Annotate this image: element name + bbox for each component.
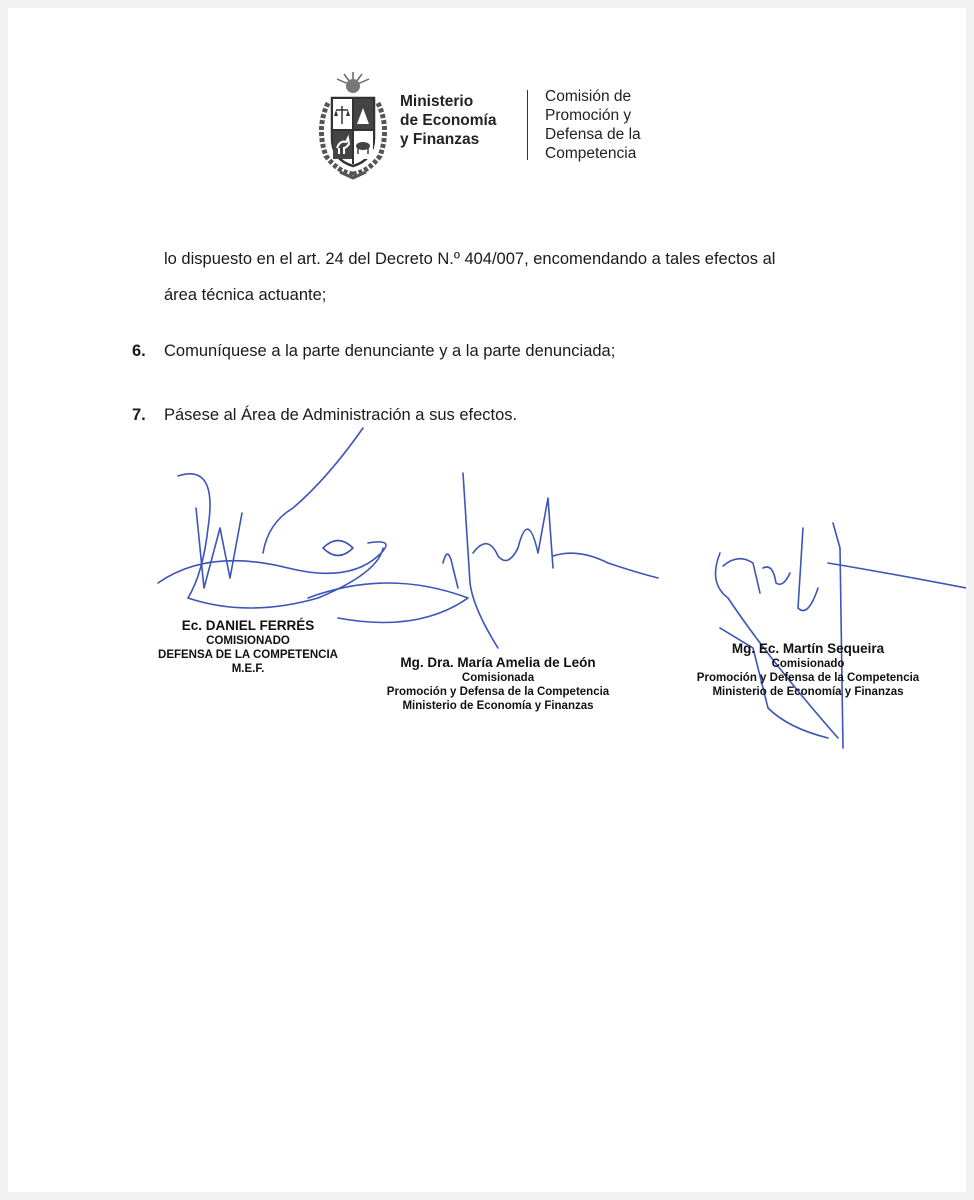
signatory-role: Promoción y Defensa de la Competencia <box>386 686 610 698</box>
signature-stroke <box>263 428 363 553</box>
signature-stroke <box>763 567 790 584</box>
item-text: Pásese al Área de Administración a sus efectos. <box>164 406 518 424</box>
list-item <box>132 342 615 361</box>
signatory-role: Ministerio de Economía y Finanzas <box>402 700 594 712</box>
signatory-role: DEFENSA DE LA COMPETENCIA <box>158 649 338 661</box>
signature-stroke <box>178 474 383 608</box>
coat-of-arms-icon <box>308 68 398 183</box>
signatory-block <box>688 641 928 699</box>
commission-name: Comisión de Promoción y Defensa de la Competencia <box>545 88 641 162</box>
signatory-block <box>378 655 618 713</box>
signatory-role: Comisionado <box>771 658 845 670</box>
paragraph-line: área técnica actuante; <box>164 286 327 304</box>
item-number: 7. <box>132 406 146 424</box>
signature-stroke <box>723 559 760 593</box>
paragraph-line: lo dispuesto en el art. 24 del Decreto N.º 404/007, encomendando a tales efectos al <box>164 250 776 268</box>
signatory-name: Ec. DANIEL FERRÉS <box>181 618 315 633</box>
signatory-role: M.E.F. <box>231 663 265 675</box>
signature-stroke <box>798 528 818 611</box>
signatory-role: Ministerio de Economía y Finanzas <box>712 686 904 698</box>
body-paragraph <box>164 241 864 313</box>
signature-stroke <box>158 542 386 583</box>
signature-stroke <box>443 554 458 588</box>
signature-stroke <box>828 563 966 588</box>
signature-stroke <box>473 498 553 568</box>
letterhead <box>308 68 688 188</box>
list-item <box>132 406 517 425</box>
signatory-name: Mg. Ec. Martín Sequeira <box>731 641 885 656</box>
signatory-role: Promoción y Defensa de la Competencia <box>696 672 920 684</box>
signature-stroke <box>833 523 843 748</box>
signature-stroke <box>196 508 242 588</box>
document-page <box>8 8 966 1192</box>
signature-stroke <box>308 583 468 623</box>
signature-stroke <box>323 541 353 556</box>
signatory-block <box>148 618 348 676</box>
item-text: Comuníquese a la parte denunciante y a la parte denunciada; <box>164 342 616 360</box>
ministry-name: Ministerio de Economía y Finanzas <box>400 93 497 148</box>
signature-stroke <box>553 553 658 578</box>
signatory-role: COMISIONADO <box>206 635 290 647</box>
signature-stroke <box>463 473 498 648</box>
signatory-role: Comisionada <box>461 672 535 684</box>
signatory-name: Mg. Dra. María Amelia de León <box>400 655 596 670</box>
item-number: 6. <box>132 342 146 360</box>
header-divider <box>527 90 528 160</box>
